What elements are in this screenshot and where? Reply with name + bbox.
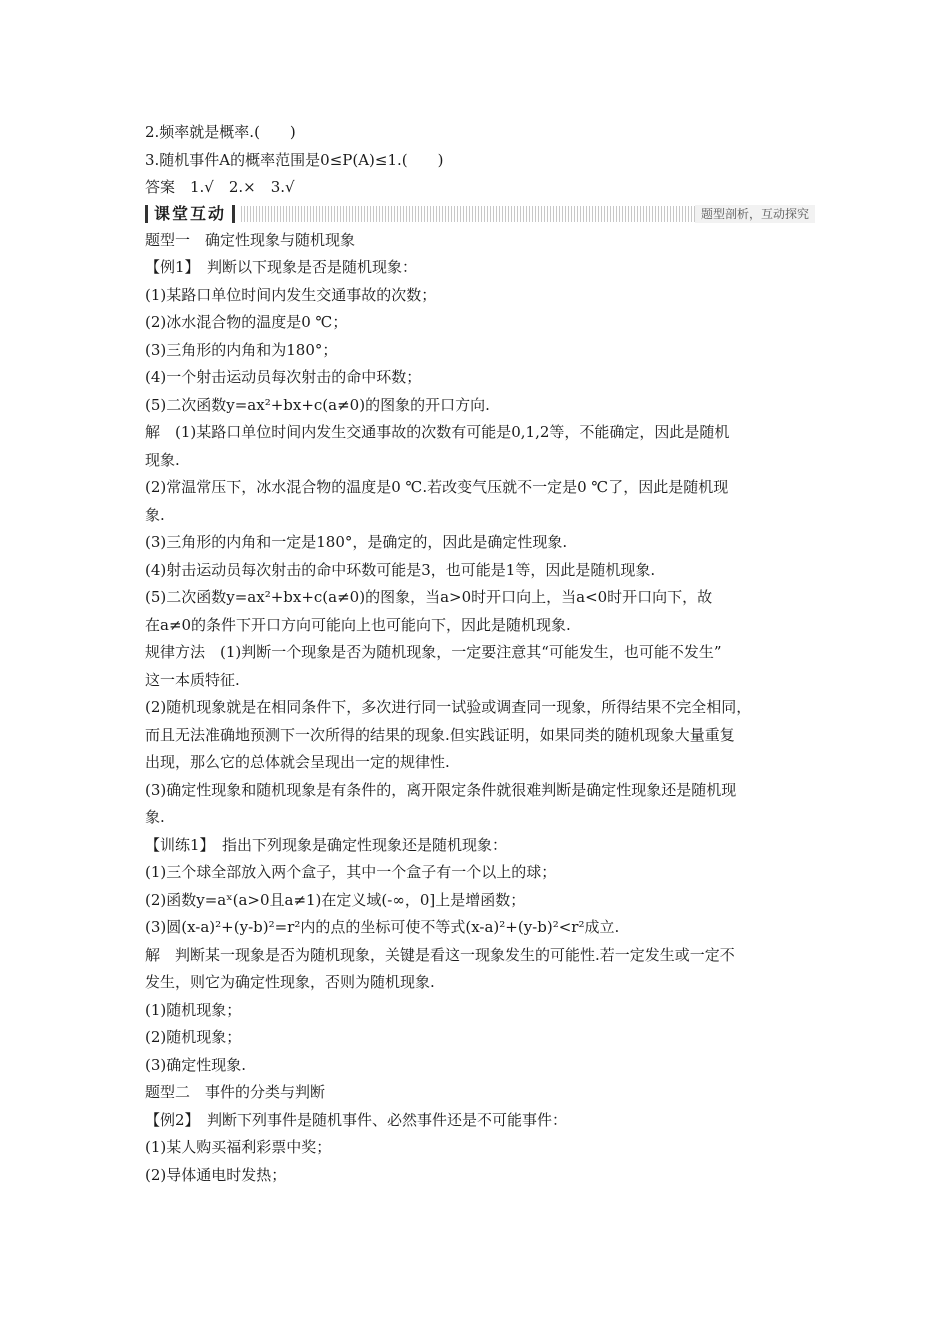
text-line: (2)导体通电时发热；	[145, 1165, 287, 1184]
text-line: 解 判断某一现象是否为随机现象，关键是看这一现象发生的可能性.若一定发生或一定不	[145, 945, 735, 964]
example-heading: 【例1】 判断以下现象是否是随机现象：	[145, 258, 418, 276]
text-line: 象.	[145, 505, 165, 524]
text-line: (3)确定性现象.	[145, 1055, 247, 1074]
text-line: (2)常温常压下，冰水混合物的温度是0 ℃.若改变气压就不一定是0 ℃了，因此是随机现	[145, 478, 729, 496]
text-line: 这一本质特征.	[145, 670, 240, 689]
text-line: 现象.	[145, 450, 180, 469]
text-line: 而且无法准确地预测下一次所得的结果的现象.但实践证明，如果同类的随机现象大量重复	[145, 725, 735, 744]
text-line: 出现，那么它的总体就会呈现出一定的规律性.	[145, 753, 450, 771]
text-line: (2)随机现象就是在相同条件下，多次进行同一试验或调查同一现象，所得结果不完全相同，	[145, 698, 752, 716]
text-line: (1)某人购买福利彩票中奖；	[145, 1138, 332, 1156]
text-line: (2)函数y=aˣ(a>0且a≠1)在定义域(-∞，0]上是增函数；	[145, 890, 526, 909]
text-line: (4)射击运动员每次射击的命中环数可能是3，也可能是1等，因此是随机现象.	[145, 560, 656, 579]
text-line: (3)三角形的内角和一定是180°，是确定的，因此是确定性现象.	[145, 533, 568, 551]
text-line: (1)随机现象；	[145, 1000, 242, 1019]
text-line: 象.	[145, 808, 165, 826]
text-line: 规律方法 (1)判断一个现象是否为随机现象，一定要注意其“可能发生，也可能不发生”	[145, 643, 722, 661]
section-banner	[145, 203, 815, 225]
text-line: (3)圆(x-a)²+(y-b)²=r²内的点的坐标可使不等式(x-a)²+(y-b)²<r²成立.	[145, 918, 620, 936]
text-line: 2.频率就是概率.( )	[145, 123, 296, 141]
text-line: (1)某路口单位时间内发生交通事故的次数；	[145, 285, 437, 304]
exercise-heading: 【训练1】 指出下列现象是确定性现象还是随机现象：	[145, 835, 508, 854]
section-banner-pattern	[241, 206, 695, 222]
answer-line: 答案 1.√ 2.× 3.√	[145, 178, 295, 196]
text-line: (1)三个球全部放入两个盒子，其中一个盒子有一个以上的球；	[145, 863, 557, 881]
example-heading: 【例2】 判断下列事件是随机事件、必然事件还是不可能事件：	[145, 1110, 568, 1129]
section-banner-title: 课堂互动	[145, 205, 235, 223]
text-line: (3)三角形的内角和为180°；	[145, 340, 338, 359]
text-line: (4)一个射击运动员每次射击的命中环数；	[145, 368, 422, 386]
text-line: (2)随机现象；	[145, 1028, 242, 1046]
text-line: (5)二次函数y=ax²+bx+c(a≠0)的图象的开口方向.	[145, 395, 490, 414]
section-heading: 题型一 确定性现象与随机现象	[145, 230, 356, 249]
text-line: (5)二次函数y=ax²+bx+c(a≠0)的图象，当a>0时开口向上，当a<0时开口向下，故	[145, 588, 713, 606]
text-line: (3)确定性现象和随机现象是有条件的，离开限定条件就很难判断是确定性现象还是随机现	[145, 780, 737, 799]
section-heading: 题型二 事件的分类与判断	[145, 1083, 326, 1101]
text-line: (2)冰水混合物的温度是0 ℃；	[145, 313, 348, 331]
text-line: 解 (1)某路口单位时间内发生交通事故的次数有可能是0,1,2等，不能确定，因此是随机	[145, 423, 730, 441]
page-content	[145, 119, 815, 1189]
text-line: 在a≠0的条件下开口方向可能向上也可能向下，因此是随机现象.	[145, 615, 571, 634]
text-line: 发生，则它为确定性现象，否则为随机现象.	[145, 973, 435, 991]
text-line: 3.随机事件A的概率范围是0≤P(A)≤1.( )	[145, 150, 444, 169]
section-banner-subtitle: 题型剖析，互动探究	[695, 205, 815, 223]
